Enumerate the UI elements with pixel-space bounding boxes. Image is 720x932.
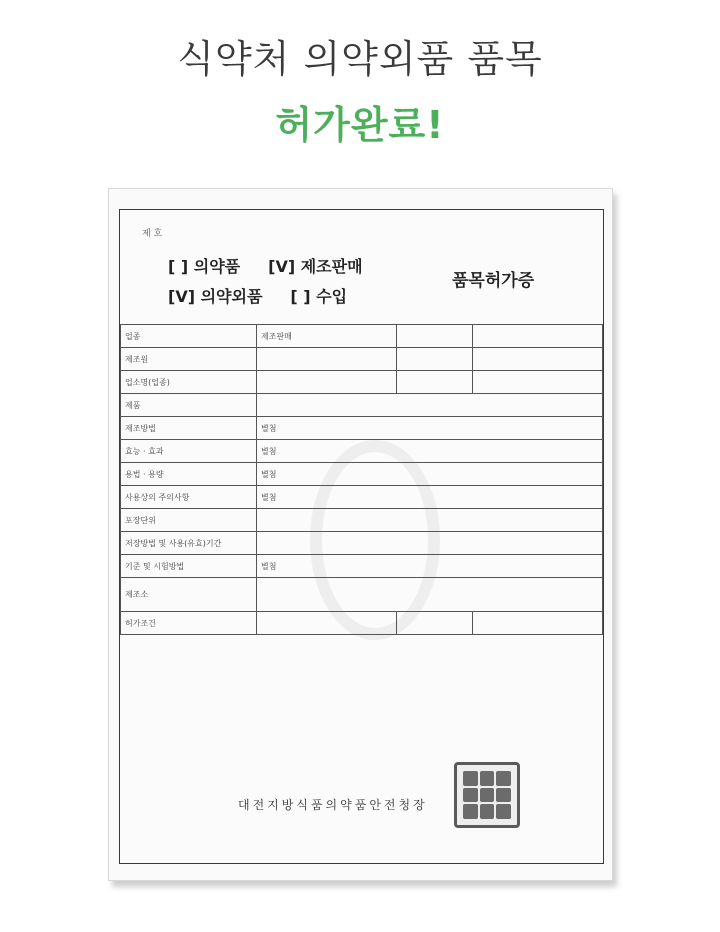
- row-extra-value: [473, 371, 603, 394]
- certificate-document: [108, 188, 613, 881]
- row-label: 기준 및 시험방법: [121, 555, 257, 578]
- row-value: 제조판매: [257, 325, 397, 348]
- row-value: [257, 612, 397, 635]
- row-extra-label: [397, 371, 473, 394]
- headline-title: 식약처 의약외품 품목: [177, 37, 543, 81]
- table-row: [121, 509, 603, 532]
- row-label: 효능 · 효과: [121, 440, 257, 463]
- row-label: 업소명(업종): [121, 371, 257, 394]
- row-label: 저장방법 및 사용(유효)기간: [121, 532, 257, 555]
- checkbox-quasi-drug: [V] 의약외품: [168, 287, 263, 306]
- row-label: 허가조건: [121, 612, 257, 635]
- table-row: [121, 486, 603, 509]
- official-seal-icon: [454, 762, 520, 828]
- row-extra-label: [397, 325, 473, 348]
- row-extra-label: [397, 612, 473, 635]
- checkbox-medicine: [ ] 의약품: [168, 257, 241, 276]
- table-row: [121, 555, 603, 578]
- row-label: 제품: [121, 394, 257, 417]
- table-row: [121, 578, 603, 612]
- certificate-table: [120, 324, 603, 635]
- row-value: [257, 578, 603, 612]
- table-row: [121, 417, 603, 440]
- table-row: [121, 394, 603, 417]
- category-checkboxes: [168, 252, 438, 312]
- row-extra-label: [397, 348, 473, 371]
- row-label: 제조원: [121, 348, 257, 371]
- row-value: [257, 348, 397, 371]
- row-label: 포장단위: [121, 509, 257, 532]
- headline-approved: 허가완료!: [275, 103, 445, 147]
- row-value: [257, 394, 603, 417]
- row-value: [257, 532, 603, 555]
- table-row: [121, 463, 603, 486]
- row-value: [257, 371, 397, 394]
- form-number: 제 호: [142, 229, 163, 239]
- row-value: 별첨: [257, 463, 603, 486]
- row-label: 용법 · 용량: [121, 463, 257, 486]
- issuer-name: 대전지방식품의약품안전청장: [238, 798, 428, 812]
- table-row: [121, 612, 603, 635]
- row-label: 사용상의 주의사항: [121, 486, 257, 509]
- row-label: 제조소: [121, 578, 257, 612]
- checkbox-import: [ ] 수입: [290, 287, 348, 306]
- row-label: 제조방법: [121, 417, 257, 440]
- table-row: [121, 348, 603, 371]
- table-row: [121, 325, 603, 348]
- certificate-title: 품목허가증: [452, 271, 535, 291]
- row-extra-value: [473, 612, 603, 635]
- table-row: [121, 440, 603, 463]
- row-value: 별첨: [257, 440, 603, 463]
- checkbox-manufacture-sale: [V] 제조판매: [268, 257, 363, 276]
- row-value: [257, 509, 603, 532]
- row-value: 별첨: [257, 417, 603, 440]
- row-extra-value: [473, 325, 603, 348]
- certificate-frame: [119, 209, 604, 864]
- table-row: [121, 532, 603, 555]
- row-label: 업종: [121, 325, 257, 348]
- row-extra-value: [473, 348, 603, 371]
- row-value: 별첨: [257, 486, 603, 509]
- row-value: 별첨: [257, 555, 603, 578]
- table-row: [121, 371, 603, 394]
